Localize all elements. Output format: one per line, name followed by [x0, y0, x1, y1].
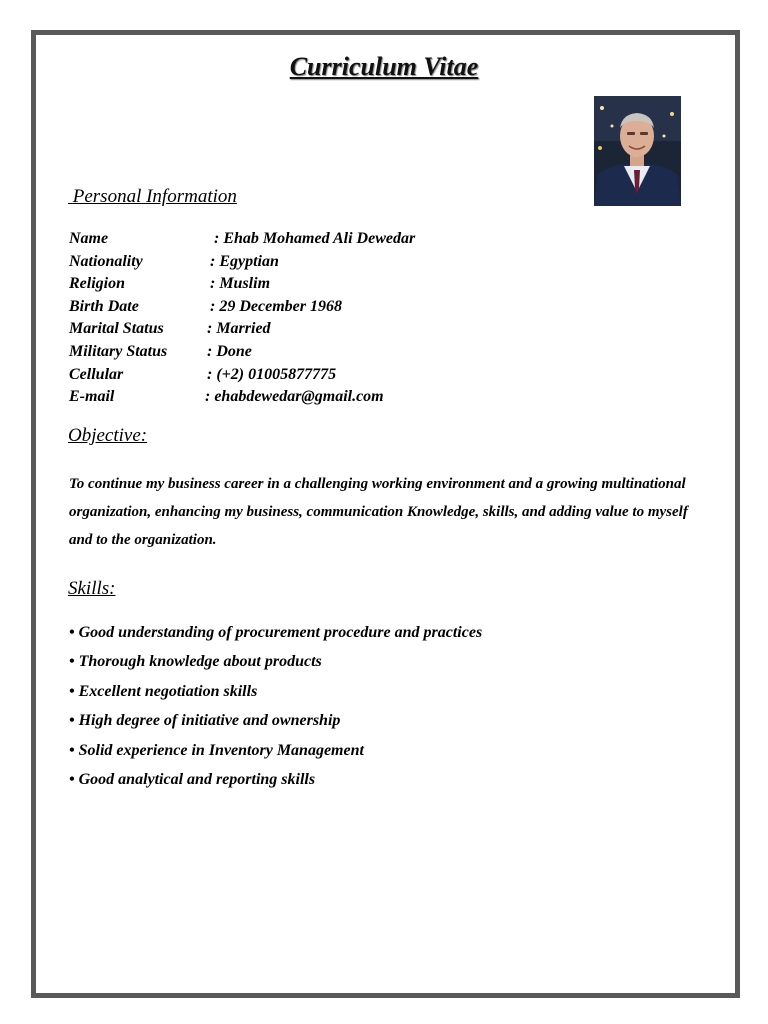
info-label: Nationality	[69, 252, 143, 270]
skills-heading: Skills:	[68, 578, 116, 599]
info-value: : Married	[207, 320, 271, 338]
info-label: Cellular	[69, 365, 124, 383]
skills-list	[69, 624, 482, 800]
info-value-email: : ehabdewedar@gmail.com	[205, 388, 384, 406]
skill-item: • Excellent negotiation skills	[69, 683, 482, 712]
personal-information-heading: Personal Information	[72, 186, 237, 207]
skill-item: • Thorough knowledge about products	[69, 653, 482, 682]
info-value: : (+2) 01005877775	[207, 365, 337, 383]
profile-photo	[594, 96, 681, 206]
info-label: Birth Date	[69, 297, 139, 315]
document-title: Curriculum Vitae	[289, 52, 479, 81]
objective-text: To continue my business career in a challenging working environment and a growing multinational organization, enhancing my business, communication Knowledge, skills, and adding value to myself and to the organization.	[69, 476, 688, 548]
info-value: : Ehab Mohamed Ali Dewedar	[214, 230, 416, 247]
info-label: E-mail	[69, 388, 115, 406]
info-value: : 29 December 1968	[210, 297, 342, 315]
skill-item: • Good analytical and reporting skills	[69, 771, 482, 800]
skill-item: • Good understanding of procurement procedure and practices	[69, 624, 482, 653]
info-value: : Muslim	[210, 275, 271, 293]
objective-heading: Objective:	[68, 425, 148, 446]
info-label: Marital Status	[69, 320, 164, 338]
info-label: Name	[69, 230, 109, 247]
skill-item: • High degree of initiative and ownership	[69, 712, 482, 741]
info-value: : Egyptian	[210, 252, 279, 270]
info-label: Military Status	[69, 342, 168, 360]
info-value: : Done	[207, 342, 252, 360]
info-label: Religion	[69, 275, 126, 293]
skill-item: • Solid experience in Inventory Management	[69, 742, 482, 771]
